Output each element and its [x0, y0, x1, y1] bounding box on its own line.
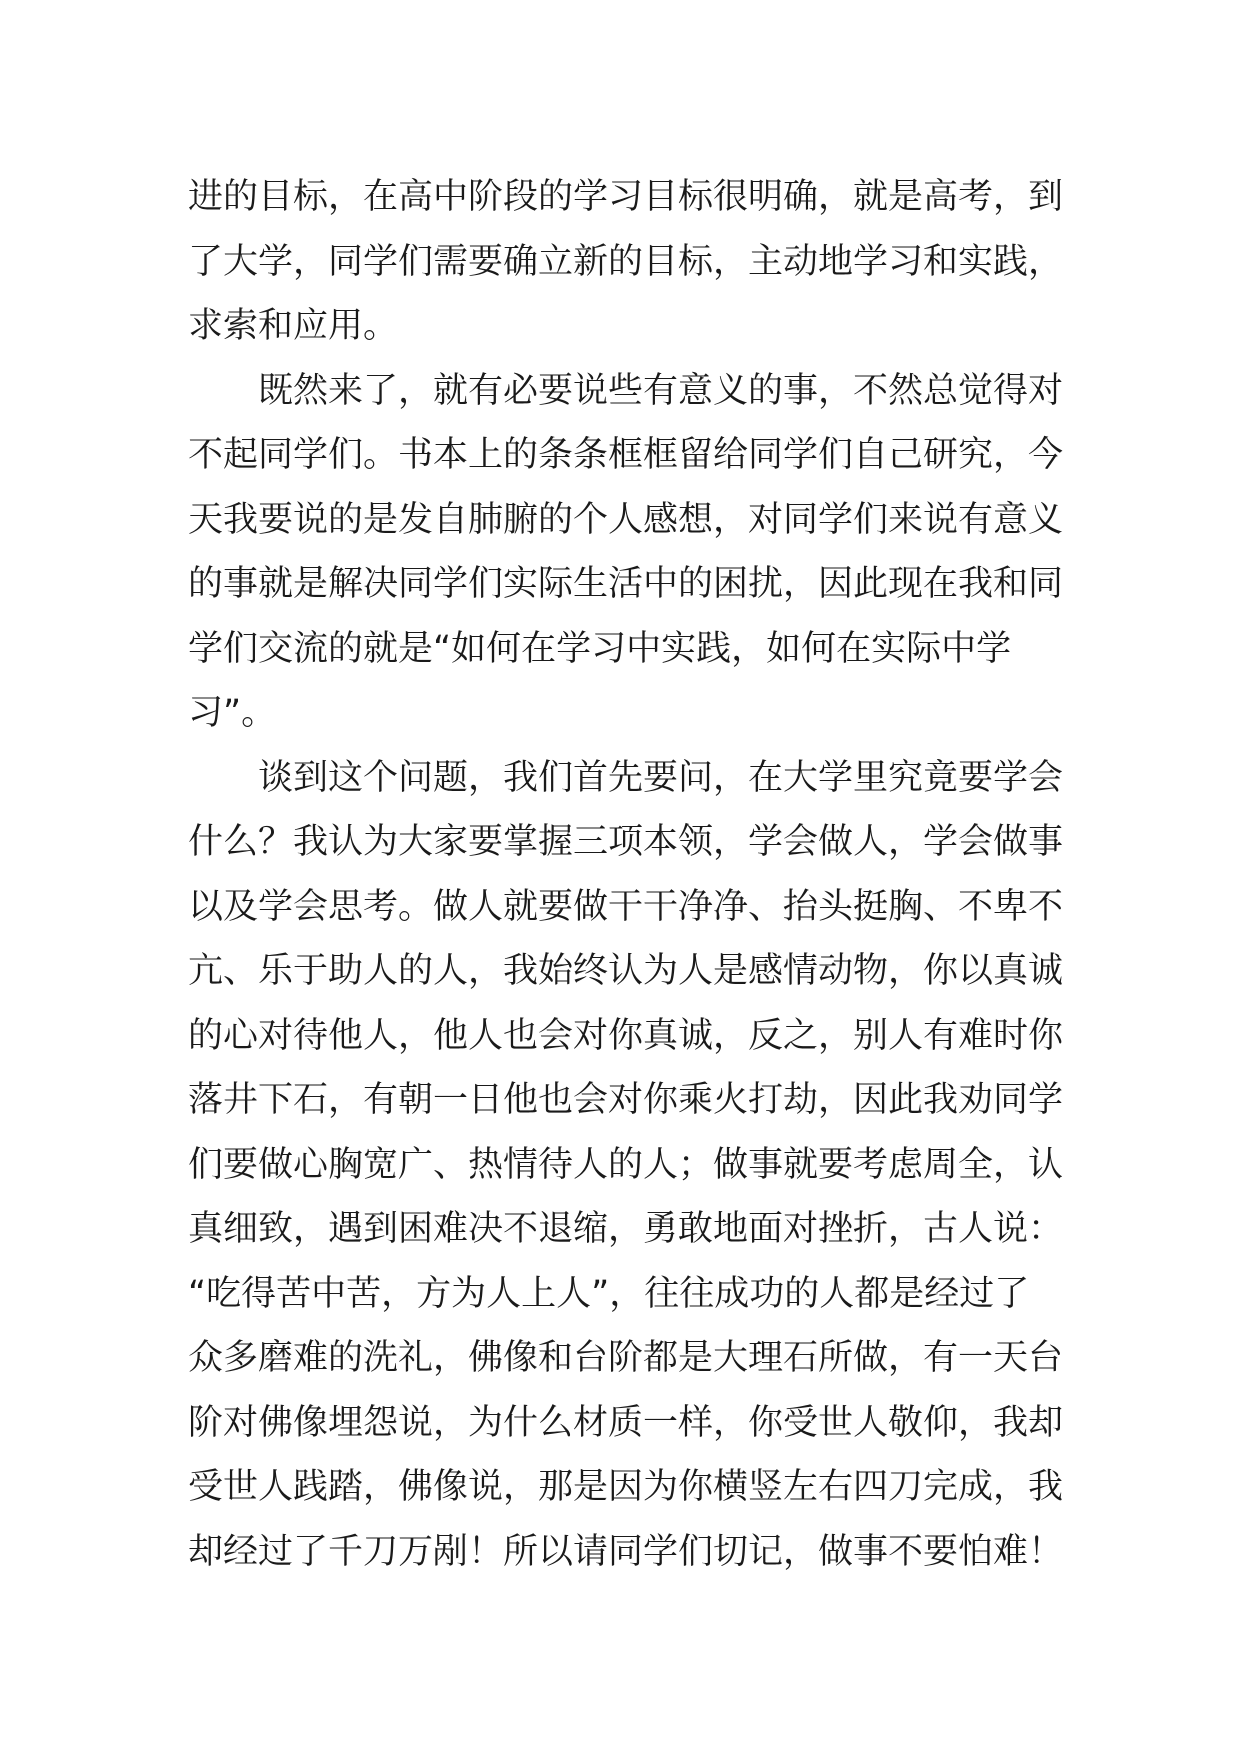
text-line: 们要做心胸宽广、热情待人的人；做事就要考虑周全，认: [188, 1144, 1064, 1185]
text-line: 进的目标，在高中阶段的学习目标很明确，就是高考，到: [188, 177, 1064, 217]
text-line: 亢、乐于助人的人，我始终认为人是感情动物，你以真诚: [188, 951, 1064, 991]
text-line: 谈到这个问题，我们首先要问，在大学里究竟要学会: [258, 757, 1064, 798]
text-line: 的心对待他人，他人也会对你真诚，反之，别人有难时你: [188, 1015, 1064, 1056]
text-line: 天我要说的是发自肺腑的个人感想，对同学们来说有意义: [188, 499, 1064, 540]
text-line: 学们交流的就是“如何在学习中实践，如何在实际中学: [188, 628, 1012, 669]
text-line: 习”。: [188, 693, 277, 733]
paragraph-2: [188, 359, 1068, 746]
text-line: 真细致，遇到困难决不退缩，勇敢地面对挫折，古人说：: [188, 1209, 1064, 1249]
text-line: 什么？我认为大家要掌握三项本领，学会做人，学会做事: [188, 822, 1064, 862]
text-line: 众多磨难的洗礼，佛像和台阶都是大理石所做，有一天台: [188, 1338, 1064, 1378]
text-line: “吃得苦中苦，方为人上人”，往往成功的人都是经过了: [188, 1273, 1030, 1314]
paragraph-1: [188, 165, 1068, 359]
text-line: 受世人践踏，佛像说，那是因为你横竖左右四刀完成，我: [188, 1467, 1064, 1507]
text-line: 不起同学们。书本上的条条框框留给同学们自己研究，今: [188, 435, 1064, 475]
text-line: 却经过了千刀万剐！所以请同学们切记，做事不要怕难！: [188, 1531, 1064, 1572]
text-line: 阶对佛像埋怨说，为什么材质一样，你受世人敬仰，我却: [188, 1402, 1064, 1443]
text-line: 落井下石，有朝一日他也会对你乘火打劫，因此我劝同学: [188, 1080, 1064, 1120]
text-line: 了大学，同学们需要确立新的目标，主动地学习和实践，: [188, 241, 1064, 282]
text-line: 求索和应用。: [188, 306, 399, 346]
text-line: 以及学会思考。做人就要做干干净净、抬头挺胸、不卑不: [188, 886, 1064, 927]
text-line: 的事就是解决同学们实际生活中的困扰，因此现在我和同: [188, 564, 1064, 604]
text-line: 既然来了，就有必要说些有意义的事，不然总觉得对: [258, 370, 1064, 411]
document-body: [188, 165, 1068, 1584]
paragraph-3: [188, 746, 1068, 1585]
